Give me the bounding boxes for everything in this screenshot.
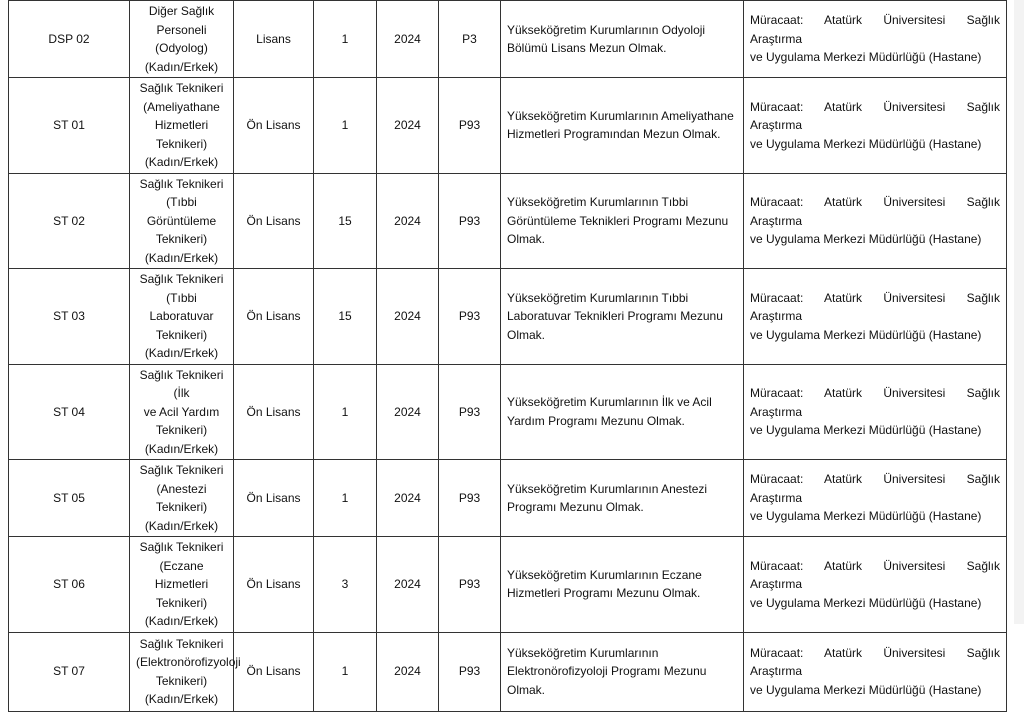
position-title-line: Sağlık Teknikeri [139, 81, 224, 95]
position-title-line: (Kadın/Erkek) [144, 155, 219, 169]
position-count: 1 [341, 404, 349, 419]
position-count-cell [314, 537, 377, 633]
position-title-line: Personeli (Odyolog) [155, 22, 208, 55]
kpss-score-type: P93 [458, 213, 481, 228]
requirement-text-line: Yükseköğretim Kurumlarının Tıbbi [507, 290, 689, 305]
position-count-cell [314, 632, 377, 711]
position-count: 1 [341, 118, 349, 132]
position-title-line: Teknikeri) [155, 232, 208, 246]
requirement-text-line: Olmak. [507, 232, 546, 246]
table-row [9, 78, 1007, 174]
position-code: ST 06 [53, 577, 85, 591]
position-code-cell [9, 364, 130, 460]
position-title-line: (Elektronörofizyoloji [136, 655, 241, 669]
position-count-cell [314, 364, 377, 460]
education-level: Ön Lisans [246, 490, 301, 505]
position-code: ST 07 [53, 664, 85, 679]
position-title-line: (Kadın/Erkek) [144, 692, 219, 706]
position-code: ST 01 [53, 118, 85, 132]
position-title-line: Sağlık Teknikeri (İlk [139, 367, 224, 400]
position-title-cell [130, 537, 234, 633]
kpss-year-cell [377, 632, 439, 711]
kpss-year-cell [377, 78, 439, 174]
requirement-text-cell [501, 173, 744, 269]
table-row [9, 173, 1007, 269]
requirement-text-cell [501, 364, 744, 460]
application-text-line: Müracaat: Atatürk Üniversitesi Sağlık Araştırma [750, 195, 1000, 228]
table-row [9, 1, 1007, 78]
position-count: 1 [341, 31, 349, 46]
position-count: 15 [338, 213, 352, 228]
requirement-text-line: Hizmetleri Programından Mezun Olmak. [507, 127, 721, 142]
position-title-line: Sağlık Teknikeri [139, 540, 224, 554]
requirement-text-line: Yükseköğretim Kurumlarının Eczane [507, 567, 702, 582]
application-text-line: Müracaat: Atatürk Üniversitesi Sağlık Araştırma [750, 99, 1000, 132]
position-code-cell [9, 632, 130, 711]
table-row [9, 269, 1007, 365]
requirement-text-cell [501, 460, 744, 537]
education-level-cell [234, 364, 314, 460]
position-title-line: (Kadın/Erkek) [144, 518, 219, 533]
application-text-line: ve Uygulama Merkezi Müdürlüğü (Hastane) [750, 232, 982, 246]
page-edge [1014, 0, 1024, 624]
position-title-line: Sağlık Teknikeri [139, 176, 224, 191]
requirement-text-cell [501, 537, 744, 633]
position-title-cell [130, 364, 234, 460]
table-row [9, 537, 1007, 633]
requirement-text-line: Elektronörofizyoloji Programı Mezunu [507, 664, 707, 679]
position-count-cell [314, 460, 377, 537]
application-text-line: Müracaat: Atatürk Üniversitesi Sağlık Araştırma [750, 645, 1000, 679]
position-title-cell [130, 269, 234, 365]
requirement-text-line: Programı Mezunu Olmak. [507, 500, 644, 514]
position-title-line: (Tıbbi Laboratuvar [149, 290, 214, 323]
education-level: Ön Lisans [246, 309, 301, 323]
application-text-line: Müracaat: Atatürk Üniversitesi Sağlık Araştırma [750, 472, 1000, 505]
position-code: DSP 02 [48, 31, 90, 46]
position-title-cell [130, 460, 234, 537]
position-code: ST 04 [53, 404, 85, 419]
position-title-line: Teknikeri) [155, 673, 208, 688]
position-code-cell [9, 460, 130, 537]
position-count-cell [314, 78, 377, 174]
kpss-year: 2024 [394, 31, 421, 46]
application-text-line: Müracaat: Atatürk Üniversitesi Sağlık Araştırma [750, 290, 1000, 323]
kpss-year: 2024 [394, 309, 421, 323]
application-text-line: ve Uygulama Merkezi Müdürlüğü (Hastane) [750, 327, 982, 342]
kpss-score-type: P93 [458, 490, 481, 505]
position-title-line: Sağlık Teknikeri [139, 463, 224, 477]
position-title-line: Hizmetleri [154, 118, 209, 132]
position-count: 1 [341, 664, 349, 679]
table-row [9, 632, 1007, 711]
education-level-cell [234, 460, 314, 537]
positions-table-body [9, 1, 1007, 712]
requirement-text-line: Bölümü Lisans Mezun Olmak. [507, 41, 667, 55]
kpss-year: 2024 [394, 118, 421, 132]
education-level-cell [234, 537, 314, 633]
kpss-year: 2024 [394, 664, 421, 679]
position-title-line: (Anestezi Teknikeri) [155, 481, 208, 514]
kpss-year-cell [377, 364, 439, 460]
education-level-cell [234, 1, 314, 78]
position-code: ST 03 [53, 309, 85, 323]
requirement-text-line: Yükseköğretim Kurumlarının Odyoloji [507, 22, 706, 37]
position-count-cell [314, 269, 377, 365]
position-code-cell [9, 78, 130, 174]
table-row [9, 460, 1007, 537]
position-code-cell [9, 269, 130, 365]
position-title-line: Diğer Sağlık [148, 4, 215, 18]
position-title-line: Teknikeri) [155, 423, 208, 437]
position-title-line: (Kadın/Erkek) [144, 346, 219, 360]
requirement-text-line: Olmak. [507, 682, 546, 697]
education-level: Lisans [256, 31, 291, 46]
requirement-text-cell [501, 269, 744, 365]
kpss-year-cell [377, 269, 439, 365]
kpss-year: 2024 [394, 490, 421, 505]
application-text-line: ve Uygulama Merkezi Müdürlüğü (Hastane) [750, 50, 982, 65]
position-count: 1 [341, 490, 349, 505]
position-title-line: (Ameliyathane [143, 99, 220, 114]
application-text-cell [744, 1, 1007, 78]
kpss-year: 2024 [394, 213, 421, 228]
application-text-cell [744, 632, 1007, 711]
position-count: 3 [341, 577, 349, 591]
position-title-cell [130, 632, 241, 711]
kpss-year-cell [377, 460, 439, 537]
kpss-score-type-cell [439, 1, 501, 78]
application-text-cell [744, 173, 1007, 269]
application-text-line: Müracaat: Atatürk Üniversitesi Sağlık Araştırma [750, 13, 1000, 46]
kpss-year-cell [377, 537, 439, 633]
requirement-text-line: Görüntüleme Teknikleri Programı Mezunu [507, 213, 729, 228]
kpss-score-type: P93 [458, 577, 481, 591]
kpss-score-type-cell [439, 632, 501, 711]
kpss-score-type-cell [439, 173, 501, 269]
position-title-cell [130, 78, 234, 174]
application-text-line: ve Uygulama Merkezi Müdürlüğü (Hastane) [750, 136, 982, 151]
position-count: 15 [338, 309, 352, 323]
kpss-score-type-cell [439, 78, 501, 174]
requirement-text-cell [501, 632, 744, 711]
position-title-cell [130, 1, 234, 78]
position-title-line: Teknikeri) [155, 595, 208, 610]
position-title-line: (Kadın/Erkek) [144, 59, 219, 74]
position-title-line: Sağlık Teknikeri [139, 272, 224, 286]
position-title-line: (Tıbbi Görüntüleme [146, 195, 217, 228]
education-level-cell [234, 632, 314, 711]
position-title-line: (Kadın/Erkek) [144, 441, 219, 456]
position-title-line: ve Acil Yardım [143, 404, 220, 419]
application-text-cell [744, 460, 1007, 537]
education-level: Ön Lisans [246, 577, 301, 591]
positions-table [8, 0, 1007, 712]
requirement-text-line: Olmak. [507, 327, 546, 342]
education-level-cell [234, 269, 314, 365]
kpss-score-type-cell [439, 364, 501, 460]
position-code-cell [9, 173, 130, 269]
kpss-score-type: P3 [462, 31, 477, 46]
kpss-year-cell [377, 173, 439, 269]
kpss-score-type-cell [439, 460, 501, 537]
position-code-cell [9, 537, 130, 633]
position-title-cell [130, 173, 234, 269]
kpss-score-type: P93 [458, 404, 481, 419]
application-text-line: ve Uygulama Merkezi Müdürlüğü (Hastane) [750, 509, 982, 524]
position-count-cell [314, 173, 377, 269]
application-text-cell [744, 269, 1007, 365]
kpss-score-type: P93 [458, 309, 481, 323]
application-text-line: Müracaat: Atatürk Üniversitesi Sağlık Araştırma [750, 386, 1000, 419]
position-code: ST 02 [53, 213, 85, 228]
requirement-text-line: Hizmetleri Programı Mezunu Olmak. [507, 586, 701, 601]
application-text-cell [744, 78, 1007, 174]
kpss-score-type: P93 [458, 118, 481, 132]
application-text-line: ve Uygulama Merkezi Müdürlüğü (Hastane) [750, 682, 982, 697]
requirement-text-line: Laboratuvar Teknikleri Programı Mezunu [507, 309, 723, 323]
position-title-line: Teknikeri) [155, 327, 208, 342]
requirement-text-line: Yükseköğretim Kurumlarının [507, 645, 659, 660]
kpss-year: 2024 [394, 577, 421, 591]
kpss-score-type-cell [439, 537, 501, 633]
requirement-text-line: Yükseköğretim Kurumlarının Ameliyathane [507, 108, 734, 123]
education-level: Ön Lisans [246, 664, 301, 679]
position-title-line: (Kadın/Erkek) [144, 250, 219, 265]
kpss-year: 2024 [394, 404, 421, 419]
requirement-text-line: Yükseköğretim Kurumlarının Tıbbi [507, 195, 689, 209]
table-row [9, 364, 1007, 460]
application-text-cell [744, 364, 1007, 460]
requirement-text-cell [501, 78, 744, 174]
position-count-cell [314, 1, 377, 78]
kpss-score-type: P93 [458, 664, 481, 679]
education-level: Ön Lisans [246, 404, 301, 419]
position-code-cell [9, 1, 130, 78]
kpss-score-type-cell [439, 269, 501, 365]
position-title-line: Teknikeri) [155, 136, 208, 151]
position-title-line: (Kadın/Erkek) [144, 614, 219, 628]
kpss-year-cell [377, 1, 439, 78]
position-code: ST 05 [53, 490, 85, 505]
education-level-cell [234, 78, 314, 174]
requirement-text-line: Yardım Programı Mezunu Olmak. [507, 413, 685, 428]
application-text-line: ve Uygulama Merkezi Müdürlüğü (Hastane) [750, 423, 982, 437]
education-level: Ön Lisans [246, 118, 301, 132]
position-title-line: (Eczane Hizmetleri [154, 558, 209, 591]
education-level: Ön Lisans [246, 213, 301, 228]
requirement-text-line: Yükseköğretim Kurumlarının İlk ve Acil [507, 395, 712, 410]
requirement-text-cell [501, 1, 744, 78]
education-level-cell [234, 173, 314, 269]
application-text-line: ve Uygulama Merkezi Müdürlüğü (Hastane) [750, 595, 982, 610]
requirement-text-line: Yükseköğretim Kurumlarının Anestezi [507, 481, 708, 496]
application-text-line: Müracaat: Atatürk Üniversitesi Sağlık Araştırma [750, 558, 1000, 591]
application-text-cell [744, 537, 1007, 633]
position-title-line: Sağlık Teknikeri [139, 636, 224, 651]
